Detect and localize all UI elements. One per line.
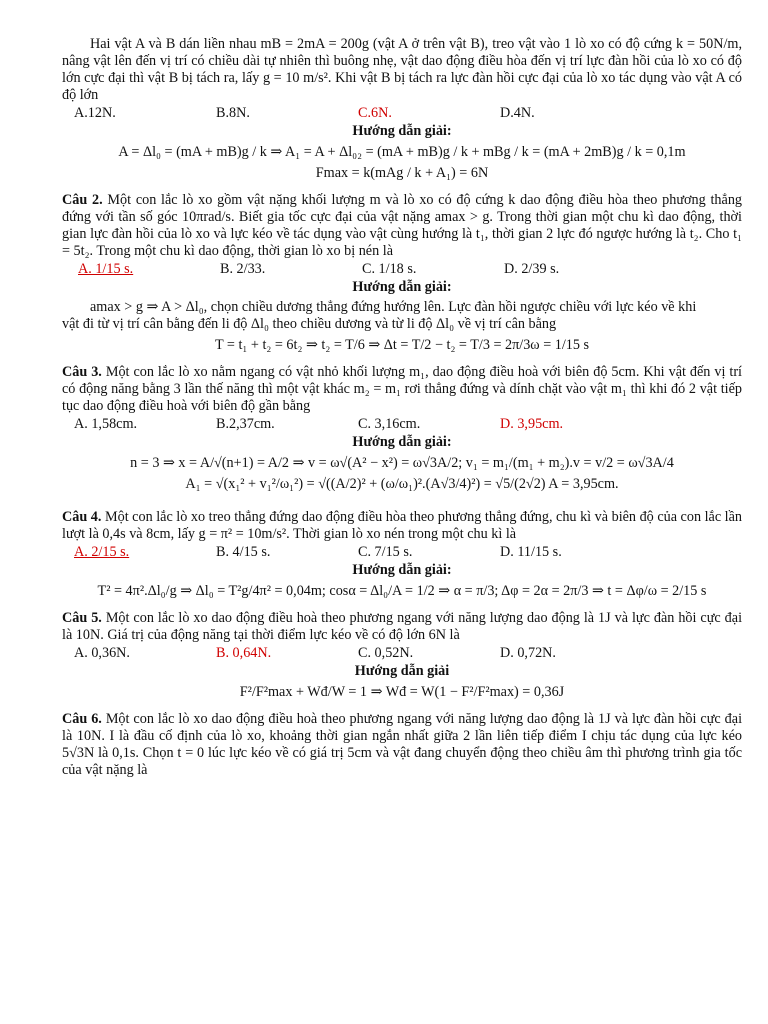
q2-option-c: C. 1/18 s. xyxy=(362,261,417,277)
q3-option-d-answer: D. 3,95cm. xyxy=(500,416,564,432)
q3-option-a: A. 1,58cm. xyxy=(74,416,138,432)
q2-explain-a: amax > g ⇒ A > Δl₀, chọn chiều dương thẳng đứng hướng lên. Lực đàn hồi ngược chiều với lực kéo về khi xyxy=(90,299,697,315)
q1-options xyxy=(62,105,742,122)
q5-option-c: C. 0,52N. xyxy=(358,645,414,661)
q4-option-b: B. 4/15 s. xyxy=(216,544,271,560)
q5-option-b-answer: B. 0,64N. xyxy=(216,645,272,661)
q5-options xyxy=(62,645,742,662)
q4-equation-1: T² = 4π².Δl₀/g ⇒ Δl₀ = T²g/4π² = 0,04m; cosα = Δl₀/A = 1/2 ⇒ α = π/3; Δφ = 2α = 2π/3 ⇒ t = Δφ/ω = 2/15 s xyxy=(97,583,707,599)
q1-option-b: B.8N. xyxy=(216,105,250,121)
q2-option-d: D. 2/39 s. xyxy=(504,261,560,277)
q2-options xyxy=(62,261,742,278)
q4-text: Một con lắc lò xo treo thẳng đứng dao động điều hòa theo phương thẳng đứng, chu kì và biên độ của con lắc lần lượt là 0,4s và 8cm, lấy g = π² = 10m/s². Thời gian lò xo nén trong một chu kì là xyxy=(62,509,743,542)
q3-equation-1: n = 3 ⇒ x = A/√(n+1) = A/2 ⇒ v = ω√(A² − x²) = ω√3A/2; v₁ = m₁/(m₁ + m₂).v = v/2 = ω√3A/4 xyxy=(130,455,674,471)
q4-option-c: C. 7/15 s. xyxy=(358,544,413,560)
q5-guide-heading: Hướng dẫn giải xyxy=(354,663,450,679)
q3-label: Câu 3. xyxy=(62,364,102,380)
q5-option-d: D. 0,72N. xyxy=(500,645,556,661)
q1-equation-2: Fmax = k(mAg / k + A₁) = 6N xyxy=(315,165,489,181)
q4-label: Câu 4. xyxy=(62,509,102,525)
q1-option-a: A.12N. xyxy=(74,105,116,121)
q1-option-d: D.4N. xyxy=(500,105,535,121)
q4-option-d: D. 11/15 s. xyxy=(500,544,562,560)
q6-text: Một con lắc lò xo dao động điều hoà theo phương ngang với năng lượng dao động là 1J và lực đàn hồi cực đại là 10N. I là đầu cố định của lò xo, khoảng thời gian ngắn nhất giữa 2 lần liên tiếp điểm I chịu tác dụng của lực kéo 5√3N là 0,1s. Chọn t = 0 lúc lực kéo về có giá trị 5cm và vật đang chuyển động theo chiều âm thì phương trình gia tốc của vật nặng là xyxy=(62,711,743,778)
document-page xyxy=(62,36,742,779)
q3-guide-heading: Hướng dẫn giải: xyxy=(352,434,452,450)
q1-option-c-answer: C.6N. xyxy=(358,105,392,121)
q2-option-b: B. 2/33. xyxy=(220,261,266,277)
q3-text: Một con lắc lò xo nằm ngang có vật nhỏ khối lượng m₁, dao động điều hoà với biên độ 5cm. Khi vật đến vị trí có động năng bằng 3 lần thế năng thì một vật khác m₂ = m₁ rơi thẳng đứng và dính chặt vào vật m₁ thì khi đó 2 vật tiếp tục dao động điều hoà với biên độ gần bằng xyxy=(62,364,743,414)
q5-label: Câu 5. xyxy=(62,610,102,626)
q2-explain-b: vật đi từ vị trí cân bằng đến li độ Δl₀ theo chiều dương và từ li độ Δl₀ về vị trí cân bằng xyxy=(62,316,557,332)
q1-equation-1: A = Δl₀ = (mA + mB)g / k ⇒ A₁ = A + Δl₀₂ = (mA + mB)g / k + mBg / k = (mA + 2mB)g / k = 0,1m xyxy=(118,144,686,160)
q2-equation-1: T = t₁ + t₂ = 6t₂ ⇒ t₂ = T/6 ⇒ Δt = T/2 − t₂ = T/3 = 2π/3ω = 1/15 s xyxy=(214,337,590,353)
q4-option-a-answer: A. 2/15 s. xyxy=(74,544,130,560)
q3-option-b: B.2,37cm. xyxy=(216,416,275,432)
q2-text: Một con lắc lò xo gồm vật nặng khối lượng m và lò xo có độ cứng k dao động điều hòa theo phương thẳng đứng với tần số góc 10πrad/s. Biết gia tốc cực đại của vật nặng amax > g. Trong thời gian một chu kì dao động, thời gian lực đàn hồi của lò xo và lực kéo về tác dụng vào vật cùng hướng là t₁, thời gian 2 lực đó ngược hướng là t₂. Cho t₁ = 5t₂. Trong một chu kì dao động, thời gian lò xo bị nén là xyxy=(62,192,743,259)
q3-equation-2: A₁ = √(x₁² + v₁²/ω₁²) = √((A/2)² + (ω/ω₁)².(A√3/4)²) = √5/(2√2) A = 3,95cm. xyxy=(185,476,619,492)
q4-guide-heading: Hướng dẫn giải: xyxy=(352,562,452,578)
q2-label: Câu 2. xyxy=(62,192,103,208)
q2-option-a-answer: A. 1/15 s. xyxy=(78,261,134,277)
q6-label: Câu 6. xyxy=(62,711,102,727)
q2-guide-heading: Hướng dẫn giải: xyxy=(352,279,452,295)
q5-equation-1: F²/F²max + Wđ/W = 1 ⇒ Wđ = W(1 − F²/F²max) = 0,36J xyxy=(239,684,565,700)
q1-guide-heading: Hướng dẫn giải: xyxy=(352,123,452,139)
q1-text: Hai vật A và B dán liền nhau mB = 2mA = 200g (vật A ở trên vật B), treo vật vào 1 lò xo có độ cứng k = 50N/m, nâng vật lên đến vị trí có chiều dài tự nhiên thì buông nhẹ, vật dao động điều hòa đến vị trí lực đàn hồi của lò xo có độ lớn cực đại thì vật B bị tách ra, lấy g = 10 m/s². Khi vật B bị tách ra lực đàn hồi cực đại của lò xo tác dụng vào vật A có độ lớn xyxy=(62,36,742,103)
q4-options xyxy=(62,544,742,561)
q3-option-c: C. 3,16cm. xyxy=(358,416,421,432)
q5-text: Một con lắc lò xo dao động điều hoà theo phương ngang với năng lượng dao động là 1J và lực đàn hồi cực đại là 10N. Giá trị của động năng tại thời điểm lực kéo về có độ lớn 6N là xyxy=(62,610,743,643)
q5-option-a: A. 0,36N. xyxy=(74,645,130,661)
q3-options xyxy=(62,416,742,433)
